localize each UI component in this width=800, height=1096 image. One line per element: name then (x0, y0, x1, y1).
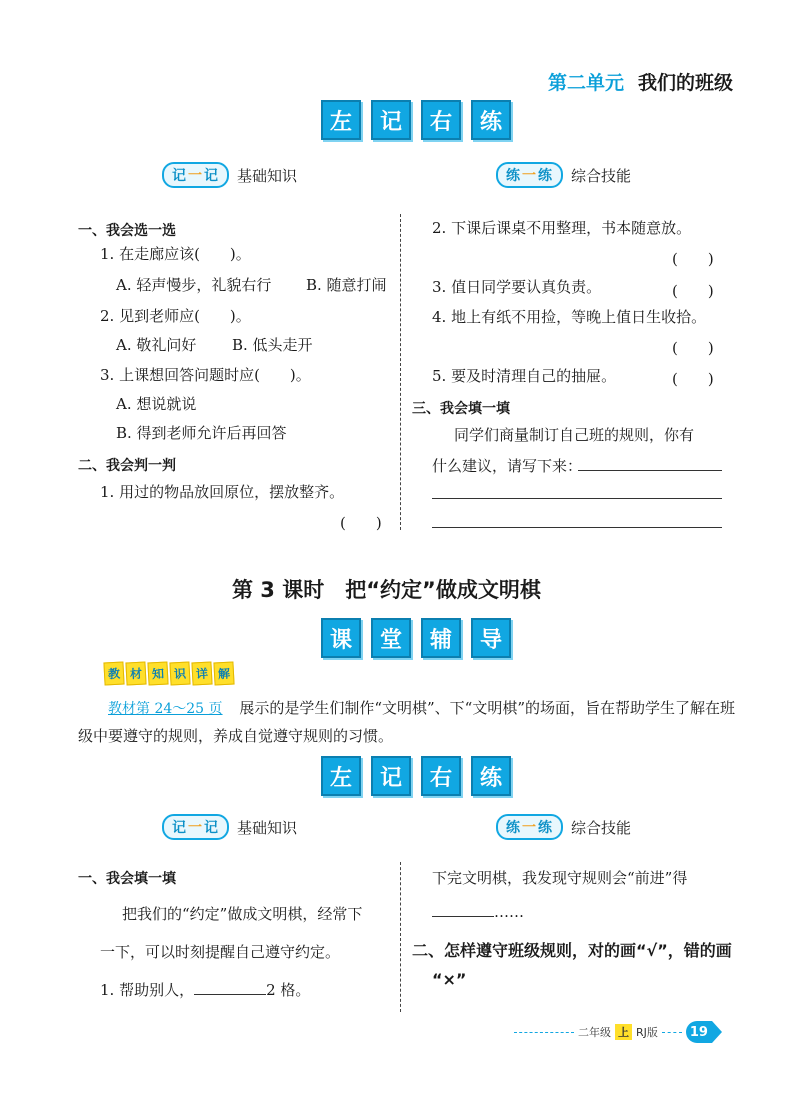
unit-number: 第二单元 (548, 72, 625, 94)
unit-header (548, 68, 733, 95)
judge-2: 2. 下课后课桌不用整理，书本随意放。 (432, 219, 692, 237)
banner-char: 堂 (371, 618, 411, 658)
option-1a: A. 轻声慢步，礼貌右行 (116, 276, 272, 294)
banner-char: 右 (421, 100, 461, 140)
banner-char: 练 (471, 756, 511, 796)
option-2a: A. 敬礼问好 (116, 336, 197, 354)
banner-char: 记 (371, 100, 411, 140)
page-arrow-icon (712, 1021, 722, 1043)
judge-1: 1. 用过的物品放回原位，摆放整齐。 (100, 483, 345, 501)
textbook-page-link[interactable]: 教材第 24～25 页 (108, 701, 223, 717)
judge-5: 5. 要及时清理自己的抽屉。 (432, 367, 617, 385)
ji-label: 基础知识 (237, 166, 298, 185)
judge-3: 3. 值日同学要认真负责。 (432, 278, 602, 296)
section-banner-ketang (321, 618, 511, 658)
lian-label: 综合技能 (571, 166, 632, 185)
unit-title: 我们的班级 (638, 72, 734, 94)
question-3: 3. 上课想回答问题时应( )。 (100, 366, 311, 384)
judge-3-answer[interactable]: ( ) (672, 282, 714, 300)
footer-dash (514, 1032, 574, 1033)
option-2b: B. 低头走开 (232, 336, 313, 354)
para-line-1: 把我们的“约定”做成文明棋，经常下 (122, 905, 363, 923)
banner-char: 辅 (421, 618, 461, 658)
banner-char: 右 (421, 756, 461, 796)
section-heading-choose: 一、我会选一选 (78, 223, 176, 239)
ji-yi-ji-pill: 记 一 记 (162, 162, 229, 188)
right-text-1: 下完文明棋，我发现守规则会“前进”得 (432, 869, 688, 887)
banner-char: 左 (321, 756, 361, 796)
textbook-knowledge-tag: 教 材 知 识 详 解 (104, 662, 234, 685)
question-1: 1. 在走廊应该( )。 (100, 245, 251, 263)
page-number: 19 (686, 1021, 712, 1043)
question-2: 2. 见到老师应( )。 (100, 307, 251, 325)
lian-yi-lian-pill: 练 一 练 (496, 162, 563, 188)
banner-char: 课 (321, 618, 361, 658)
lian-label: 综合技能 (571, 818, 632, 837)
fill-prompt-1: 同学们商量制订自己班的规则，你有 (454, 426, 695, 444)
answer-line[interactable] (578, 470, 722, 471)
lesson-title: 第 3 课时 把“约定”做成文明棋 (232, 578, 541, 602)
banner-char: 左 (321, 100, 361, 140)
grade-label: 二年级 (578, 1026, 611, 1039)
right-text-2: …… (432, 898, 524, 927)
option-3a: A. 想说就说 (116, 395, 197, 413)
answer-line[interactable] (432, 498, 722, 499)
section-heading-fill-2: 一、我会填一填 (78, 871, 176, 887)
ji-label: 基础知识 (237, 818, 298, 837)
ji-yi-ji-header (162, 162, 297, 188)
answer-line[interactable] (432, 527, 722, 528)
judge-4: 4. 地上有纸不用捡，等晚上值日生收拾。 (432, 308, 707, 326)
lian-yi-lian-header-2 (496, 814, 631, 840)
judge-5-answer[interactable]: ( ) (672, 370, 714, 388)
banner-char: 导 (471, 618, 511, 658)
ji-yi-ji-header-2 (162, 814, 297, 840)
section-banner-zuoji-2 (321, 756, 511, 796)
column-divider (400, 862, 401, 1012)
page-footer (514, 1021, 722, 1043)
answer-blank[interactable] (432, 900, 494, 917)
lian-yi-lian-pill: 练 一 练 (496, 814, 563, 840)
ji-yi-ji-pill: 记 一 记 (162, 814, 229, 840)
banner-char: 记 (371, 756, 411, 796)
section-heading-judge-2-cont: “×” (432, 970, 467, 989)
section-heading-judge: 二、我会判一判 (78, 458, 176, 474)
para-line-2: 一下，可以时刻提醒自己遵守约定。 (100, 943, 341, 961)
option-1b: B. 随意打闹 (306, 276, 387, 294)
judge-4-answer[interactable]: ( ) (672, 339, 714, 357)
judge-2-answer[interactable]: ( ) (672, 250, 714, 268)
fill-question-1: 1. 帮助别人， 2 格。 (100, 976, 310, 1005)
intro-line-2: 级中要遵守的规则，养成自觉遵守规则的习惯。 (78, 727, 394, 745)
column-divider (400, 214, 401, 530)
section-heading-fill: 三、我会填一填 (412, 401, 510, 417)
answer-blank[interactable] (194, 978, 266, 995)
judge-1-answer[interactable]: ( ) (340, 514, 382, 532)
edition-label: RJ版 (636, 1026, 658, 1039)
lian-yi-lian-header (496, 162, 631, 188)
banner-char: 练 (471, 100, 511, 140)
section-heading-judge-2: 二、怎样遵守班级规则，对的画“√”，错的画 (412, 941, 732, 960)
term-badge: 上 (615, 1024, 632, 1040)
intro-line-1 (108, 694, 735, 724)
footer-dash (662, 1032, 682, 1033)
intro-text-1: 展示的是学生们制作“文明棋”、下“文明棋”的场面，旨在帮助学生了解在班 (239, 699, 735, 717)
option-3b: B. 得到老师允许后再回答 (116, 424, 287, 442)
fill-prompt-2: 什么建议，请写下来： (432, 457, 583, 475)
section-banner-zuoji (321, 100, 511, 140)
